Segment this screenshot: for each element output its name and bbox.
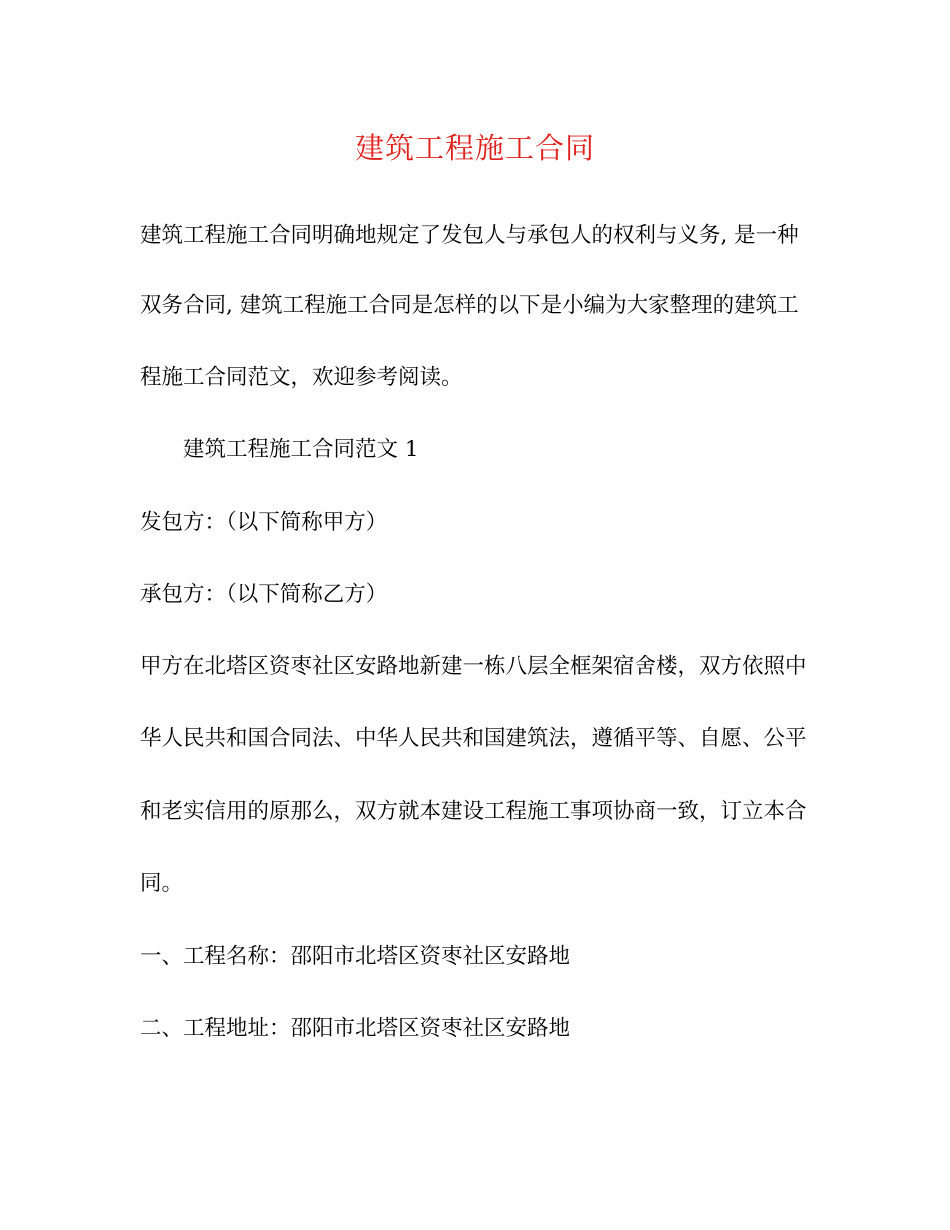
agreement-paragraph-line-4: 同。	[140, 871, 184, 896]
agreement-paragraph-line-3: 和老实信用的原那么，双方就本建设工程施工事项协商一致，订立本合	[140, 799, 807, 824]
agreement-paragraph-line-1: 甲方在北塔区资枣社区安路地新建一栋八层全框架宿舍楼，双方依照中	[140, 654, 807, 679]
section-heading: 建筑工程施工合同范文 1	[183, 437, 419, 462]
intro-paragraph-line-1: 建筑工程施工合同明确地规定了发包人与承包人的权利与义务, 是一种	[140, 223, 799, 248]
agreement-paragraph-line-2: 华人民共和国合同法、中华人民共和国建筑法，遵循平等、自愿、公平	[140, 726, 807, 751]
project-name-line: 一、工程名称：邵阳市北塔区资枣社区安路地	[140, 944, 571, 969]
party-a-line: 发包方：（以下简称甲方）	[140, 510, 388, 535]
project-address-line: 二、工程地址：邵阳市北塔区资枣社区安路地	[140, 1016, 571, 1041]
document-title: 建筑工程施工合同	[354, 131, 595, 165]
party-b-line: 承包方：（以下简称乙方）	[140, 582, 388, 607]
intro-paragraph-line-2: 双务合同, 建筑工程施工合同是怎样的以下是小编为大家整理的建筑工	[140, 293, 799, 318]
intro-paragraph-line-3: 程施工合同范文，欢迎参考阅读。	[140, 365, 463, 390]
